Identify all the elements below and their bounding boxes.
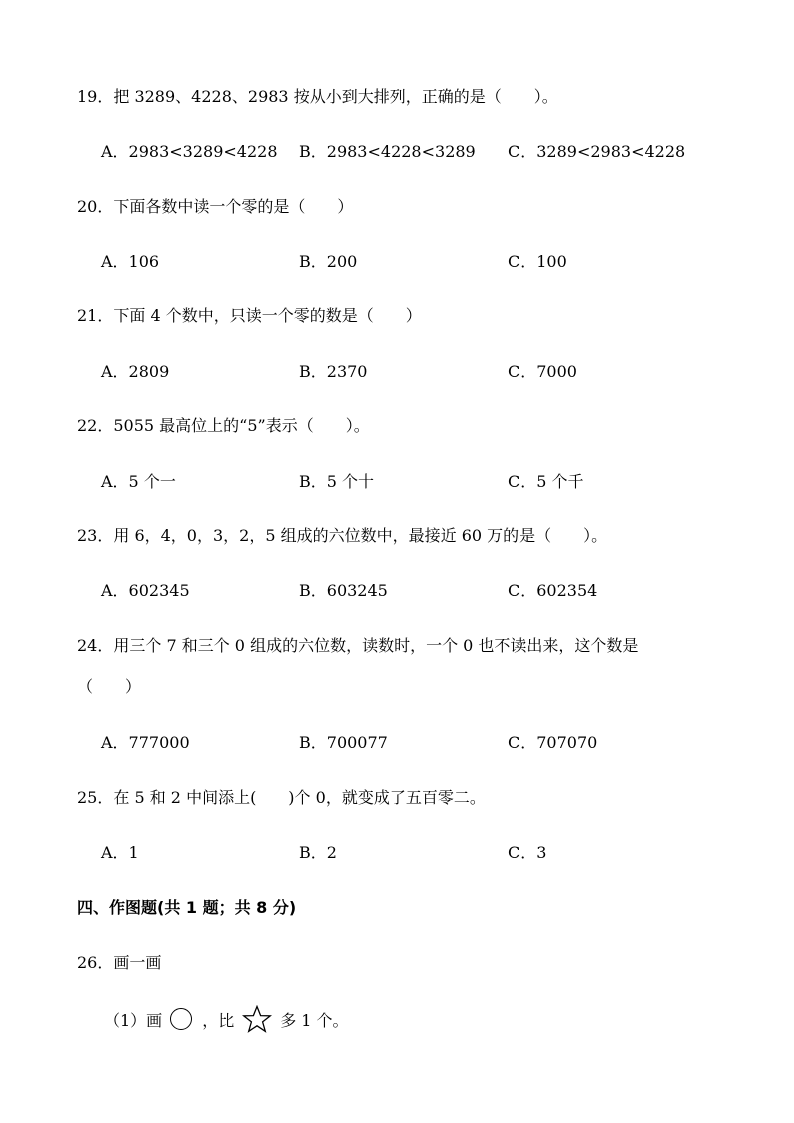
option-a: A．5 个一 xyxy=(101,472,176,491)
option-a: A．2983<3289<4228 xyxy=(101,142,278,161)
option-b: B．700077 xyxy=(299,733,388,752)
circle-icon xyxy=(170,1008,192,1030)
option-b: B．5 个十 xyxy=(299,472,375,491)
option-c: C．3289<2983<4228 xyxy=(508,142,686,161)
option-b: B．200 xyxy=(299,252,358,271)
question-22-stem: 22．5055 最高位上的“5”表示（ ）。 xyxy=(77,416,370,435)
part-1-mid: ，比 xyxy=(202,1010,235,1030)
question-25-stem: 25．在 5 和 2 中间添上( )个 0，就变成了五百零二。 xyxy=(77,788,486,807)
star-icon xyxy=(242,1005,272,1033)
part-1-prefix: （1）画 xyxy=(104,1010,163,1030)
question-24-stem: 24．用三个 7 和三个 0 组成的六位数，读数时，一个 0 也不读出来，这个数是 xyxy=(77,636,639,655)
option-c: C．3 xyxy=(508,843,547,862)
question-26-stem: 26．画一画 xyxy=(77,953,162,972)
option-a: A．777000 xyxy=(101,733,190,752)
question-22-options xyxy=(101,472,741,492)
question-23-stem: 23．用 6，4，0，3，2，5 组成的六位数中，最接近 60 万的是（ ）。 xyxy=(77,526,608,545)
option-c: C．5 个千 xyxy=(508,472,584,491)
question-20-stem: 20．下面各数中读一个零的是（ ） xyxy=(77,197,354,216)
option-c: C．707070 xyxy=(508,733,598,752)
option-b: B．2983<4228<3289 xyxy=(299,142,476,161)
option-a: A．1 xyxy=(101,843,139,862)
option-c: C．7000 xyxy=(508,362,577,381)
question-23-options xyxy=(101,581,741,601)
part-1-suffix: 多 1 个。 xyxy=(280,1010,349,1030)
option-b: B．2 xyxy=(299,843,337,862)
question-20-options xyxy=(101,252,741,272)
option-b: B．603245 xyxy=(299,581,388,600)
question-21-options xyxy=(101,362,741,382)
option-a: A．602345 xyxy=(101,581,190,600)
question-21-stem: 21．下面 4 个数中，只读一个零的数是（ ） xyxy=(77,306,422,325)
question-25-options xyxy=(101,843,741,863)
question-24-stem-continued: （ ） xyxy=(77,677,142,696)
section-heading: 四、作图题(共 1 题；共 8 分) xyxy=(77,898,297,917)
question-19-stem: 19．把 3289、4228、2983 按从小到大排列，正确的是（ ）。 xyxy=(77,87,558,106)
option-b: B．2370 xyxy=(299,362,368,381)
option-a: A．106 xyxy=(101,252,160,271)
option-c: C．100 xyxy=(508,252,567,271)
question-26-part-1 xyxy=(104,1006,349,1032)
option-c: C．602354 xyxy=(508,581,598,600)
option-a: A．2809 xyxy=(101,362,170,381)
question-19-options xyxy=(101,142,741,162)
question-24-options xyxy=(101,733,741,753)
